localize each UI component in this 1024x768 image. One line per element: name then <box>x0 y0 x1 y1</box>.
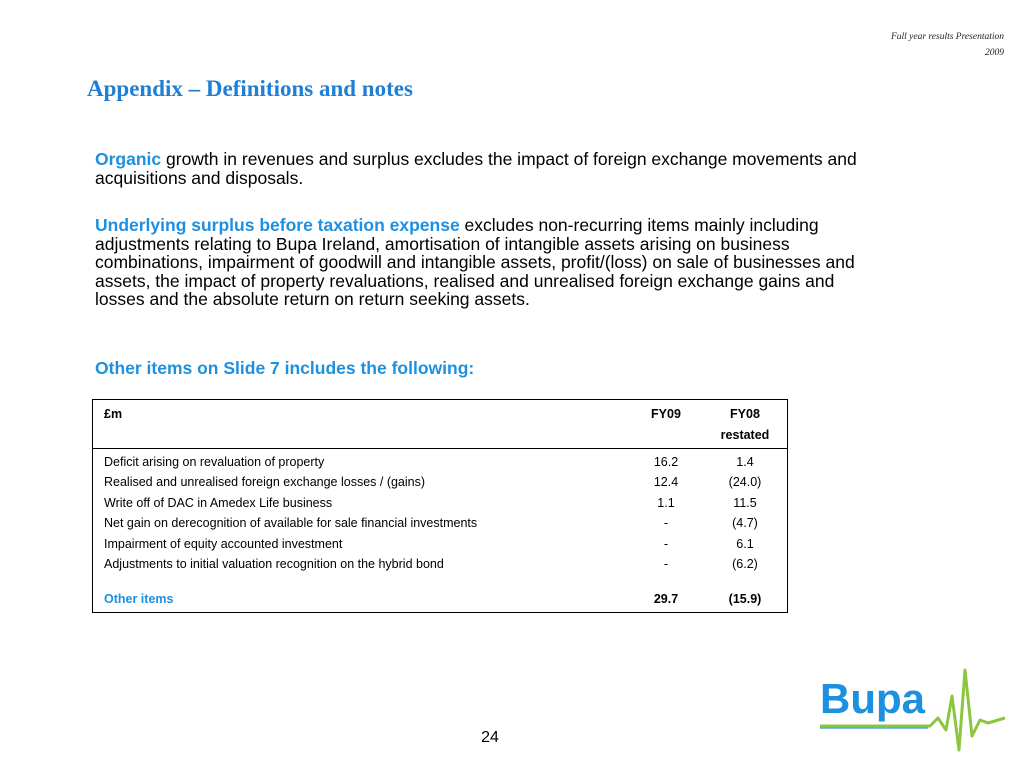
header-fy09: FY09 <box>651 407 681 421</box>
organic-definition <box>95 150 875 187</box>
row-fy08: (4.7) <box>732 516 758 530</box>
table-row <box>93 534 787 554</box>
row-fy08: (24.0) <box>728 475 762 489</box>
table-total-row <box>93 589 787 609</box>
underlying-text: excludes non-recurring items mainly including adjustments relating to Bupa Ireland, amortisation of intangible assets arising on business combinations, impairment of goodwill and intangible assets, profit/(loss) on sale of businesses and assets, the impact of property revaluations, realised and unrealised foreign exchange gains and losses and the absolute return on return seeking assets. <box>95 215 855 309</box>
underlying-surplus-definition <box>95 216 875 309</box>
logo-text: Bupa <box>820 675 925 722</box>
row-label: Realised and unrealised foreign exchange losses / (gains) <box>104 475 426 489</box>
underlying-term: Underlying surplus before taxation expense <box>95 215 460 235</box>
row-fy09: 1.1 <box>657 496 675 510</box>
header-currency: £m <box>104 407 123 421</box>
total-fy08: (15.9) <box>728 592 762 606</box>
table-row <box>93 452 787 472</box>
other-items-table <box>92 399 788 613</box>
row-fy09: - <box>663 557 669 571</box>
table-row <box>93 554 787 574</box>
row-label: Adjustments to initial valuation recognition on the hybrid bond <box>104 557 444 571</box>
row-fy08: (6.2) <box>732 557 758 571</box>
page-number: 24 <box>481 729 499 746</box>
row-label: Deficit arising on revaluation of property <box>104 455 325 469</box>
table-row <box>93 493 787 513</box>
bupa-heartbeat-logo-icon <box>820 668 1005 753</box>
row-fy08: 11.5 <box>733 496 757 510</box>
table-row <box>93 472 787 492</box>
page-title: Appendix – Definitions and notes <box>87 76 413 101</box>
header-fy08: FY08 <box>730 407 760 421</box>
row-fy09: - <box>663 537 669 551</box>
presentation-header <box>891 29 1004 61</box>
table-header <box>93 400 787 449</box>
presentation-year: 2009 <box>985 48 1004 58</box>
row-label: Net gain on derecognition of available for sale financial investments <box>104 516 478 530</box>
table-row <box>93 513 787 533</box>
total-fy09: 29.7 <box>653 592 679 606</box>
row-fy09: - <box>663 516 669 530</box>
row-label: Write off of DAC in Amedex Life business <box>104 496 333 510</box>
organic-term: Organic <box>95 149 162 169</box>
row-fy09: 16.2 <box>653 455 679 469</box>
other-items-heading: Other items on Slide 7 includes the following: <box>95 358 475 378</box>
row-fy08: 6.1 <box>736 537 754 551</box>
header-fy08-restated: restated <box>720 428 770 442</box>
row-fy09: 12.4 <box>653 475 679 489</box>
row-label: Impairment of equity accounted investment <box>104 537 343 551</box>
total-label: Other items <box>104 592 174 606</box>
row-fy08: 1.4 <box>736 455 754 469</box>
presentation-name: Full year results Presentation <box>890 32 1004 42</box>
organic-text: growth in revenues and surplus excludes the impact of foreign exchange movements and acquisitions and disposals. <box>95 149 857 188</box>
